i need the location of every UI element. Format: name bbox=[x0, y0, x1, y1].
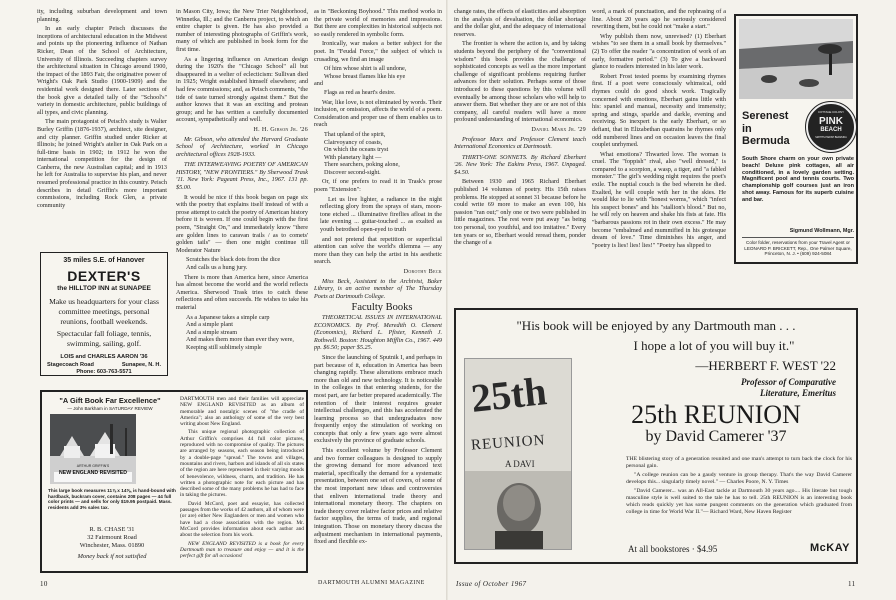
gift-headline: "A Gift Book Far Excellence" bbox=[59, 396, 161, 405]
dexters-phone: Phone: 603-763-5571 bbox=[76, 369, 132, 375]
poem-line: On which the oceans tryst bbox=[324, 146, 389, 154]
quote-line-1: "His book will be enjoyed by any Dartmouth man . . . bbox=[516, 318, 796, 333]
logo-ring-top: COTTAGE COLONY bbox=[818, 110, 844, 114]
paragraph: War, like love, is not eliminated by words. Their inclusion, or omission, affects the world of a poem. Consideration and proper use of them enables us to reach bbox=[314, 98, 442, 129]
paragraph: Robert Frost tested poems by examining rhymes first. If a poet were consciously whimsical, odd rhymes could do good shock work. Tragically concerned with emotions, Eberhart gains little with his: spaniel and manual, necessity and immensity; spring and stings, sparkle and darkle, evening and receiving. So inexpert is the early Eberhart, or so defiant, that in Elizabethan quatrains he rhymes only odd numbered lines and on occasion leaves the final couplet unrhymed. bbox=[592, 72, 726, 149]
reviewer-signature: Dorothy Beck bbox=[403, 268, 442, 275]
paragraph: David McCord, poet and essayist, has collected passages from the works of 42 authors, all of whom were (or are) either New Englanders or men and women who have had a close association with the region. Mr. McCord provides information about each author and about the selection from his work. bbox=[180, 500, 304, 539]
reviewer-signature: Daniel Marx Jr. '29 bbox=[531, 125, 586, 133]
paragraph: What emotions? Thwarted love. The woman is cruel. The "foppish" rival, also "well dressed," is compared to a scorpion, a wasp, a tiger, and "a fabled monster." The girl's wedding night requires the poet's exile. The nuptial couch is the bed wherein he died. Exalted, he will couple with her in the skies. He would like to lie with "honest worms," which "infect his suspect bones" and his "stallion's blood." But no, he will rely on heaven and shake his fists at fate. His "barbarous passions rot in their own excess." He may become "embalmed and mummified in his grotesque dream of love." Time diminishes his anger, and "poetry is lies! lies! lies!" "Poetry has slipped to bbox=[592, 150, 726, 249]
dexters-ad bbox=[40, 252, 168, 376]
book-cover-image bbox=[50, 414, 136, 484]
quote-line-2: I hope a lot of you will buy it." bbox=[633, 338, 795, 353]
paragraph: In an early chapter Peisch discusses the inceptions of architectural education in the Midwest and points up the pioneering influence of Nathan Ricker, Dean of the School of Architecture, University of Illinois. Succeeding chapters survey the architectural situation in Chicago around 1900, the impact of the 1893 Fair, the originative power of Wright's Oak Park Studio (1900-1909) and the residential work designed there. Later sections of the book give a detailed tally of the "School's" variety in domestic architecture, public buildings of all types, and civic planning. bbox=[37, 25, 167, 116]
pink-beach-ad bbox=[734, 14, 858, 264]
dexters-street: Stagecoach Road bbox=[47, 362, 94, 368]
poem-line: And a simple plant bbox=[186, 321, 233, 329]
dexters-name: DEXTER'S bbox=[67, 268, 141, 284]
left-col-2 bbox=[176, 8, 308, 384]
attribution-role-2: Literature, Emeritus bbox=[759, 388, 836, 398]
reunion-blurb bbox=[626, 456, 852, 538]
dexters-owners: LOIS and CHARLES AARON '36 bbox=[60, 354, 148, 360]
cover-small-title: ARTHUR GRIFFIN'S bbox=[76, 464, 110, 468]
review-title: THE INTERWEAVING POETRY OF AMERICAN HISTORY, "NEW FRONTIERS." By Sherwood Trask '11. New York: Pageant Press, Inc., 1967. 131 pp. $5.00. bbox=[176, 161, 308, 192]
poem-line: Flags as red as heart's desire. bbox=[324, 88, 396, 96]
logo-ring-bottom: SMITH'S PARISH BERMUDA bbox=[815, 136, 847, 139]
bermuda-rep: Color folder, reservations from your Travel Agent or LEONARD P. BRICKETT, Rep., One Palmer Square, Princeton, N. J. • (609) 924-5084 bbox=[744, 240, 852, 257]
poem-line: Keeping still sublimely simple bbox=[186, 343, 262, 351]
dexters-subtitle: the HILLTOP INN at SUNAPEE bbox=[57, 285, 151, 292]
cover-title: NEW ENGLAND REVISITED bbox=[58, 470, 128, 476]
poem-line: And calls us a hung jury. bbox=[186, 264, 248, 271]
paragraph: as in "Beckoning Boyhood." This method works in the private world of memories and impressions. But there are complexities in historical subjects not so easily rendered in symbolic form. bbox=[314, 8, 442, 38]
section-heading: Faculty Books bbox=[351, 302, 413, 314]
reviewer-signature: H. H. Gibson Jr. '26 bbox=[253, 125, 308, 133]
paragraph: The frontier is where the action is, and by taking students beyond the periphery of the "conventional wisdom" this book provides the challenge of sophisticated concepts as well as the more important challenge of significant problems requiring further advances for their solution. Perhaps some of those introduced to these questions by this volume will eventually be among those scholars who will help to answer them. But whether they are or are not of this company, all careful readers will have a more profound understanding of international economics. bbox=[454, 40, 586, 124]
paragraph: and not pretend that repetition or superficial attention can solve the world's dilemma — any more than they can help the artist in his aesthetic search. bbox=[314, 235, 442, 266]
right-col-1 bbox=[454, 8, 586, 304]
poem-line: And a simple stream bbox=[186, 328, 238, 336]
poem-line: With planetary light — bbox=[324, 153, 382, 161]
seller-name: R. B. CHASE '31 bbox=[89, 526, 135, 533]
gift-caption: This large book measures 11⅞ x 14⅝, is hand-bound with hardback, buckram cover, contains 208 pages — 44 full color prints — and sells for only $19.95 postpaid. Mass. residents add 3% sales tax. bbox=[48, 488, 176, 510]
poem-line: Of him whose shirt is all undone, bbox=[324, 65, 407, 73]
paragraph: Why publish them now, unrevised? (1) Eberhart wishes "to see them in a small book by themselves." (2) To offer the reader "a concentration of work of an early, formative period." (3) To give a backward glance to readers interested in his later work. bbox=[592, 32, 726, 71]
reviewer-bio: Miss Beck, Assistant to the Archivist, Baker Library, is an active member of The Thursday Poets at Dartmouth College. bbox=[314, 277, 442, 300]
paragraph: Ironically, war makes a better subject for the poet. In "Feudal Force," the subject of which is crusading, we find an image bbox=[314, 40, 442, 63]
gift-credit: — John Barkham in SATURDAY REVIEW bbox=[67, 406, 153, 411]
left-col-1 bbox=[37, 8, 167, 246]
issue-date: Issue of October 1967 bbox=[456, 580, 527, 588]
poem-line: There searchers, poking alone, bbox=[324, 161, 400, 169]
reviewer-bio: Mr. Gibson, who attended the Harvard Graduate School of Architecture, worked in Chicago architectural offices 1928-1933. bbox=[176, 135, 308, 158]
book-title: 25th REUNION bbox=[631, 400, 801, 429]
paragraph: Since the launching of Sputnik I, and perhaps in part because of it, education in America has been changing rapidly. These alterations embrace much more than old and new technology. It is noticeable in the colleges in that entering students, for the most part, are far better prepared academically. The retention of their interest requires greater intellectual challenges, and this has accelerated the learning process so that undergraduates now frequently enjoy the stimulation of working on concepts that only a few years ago were almost exclusively the province of graduate schools. bbox=[314, 353, 442, 445]
cover-title: REUNION bbox=[470, 432, 546, 454]
money-back: Money back if not satisfied bbox=[77, 553, 147, 560]
poem-line: Clairvoyancy of coasts, bbox=[324, 138, 383, 146]
paragraph: NEW ENGLAND REVISITED is a book for every Dartmouth man to treasure and enjoy — and it is the perfect gift for all occasions! bbox=[180, 540, 304, 560]
paragraph: change rates, the effects of elasticities and absorption in the analysis of devaluation, the dollar shortage and the dollar glut, and the adequacy of international reserves. bbox=[454, 8, 586, 38]
paragraph: This excellent volume by Professor Clement and two former colleagues is designed to supply the growing demand for more advanced text material, specifically the demand for a systematic presentation, between one set of covers, of some of the most important new ideas and controversies that enliven international trade theory and international monetary theory. The chapters on trade theory cover relative factor prices and relative factor supplies, the terms of trade, and regional integration. Those on monetary theory discuss the adjustment mechanism in international payments, fixed and flexible ex- bbox=[314, 447, 442, 546]
poem-line: As a Japanese takes a simple carp bbox=[186, 313, 270, 321]
reviewer-bio: Professor Marx and Professor Clement teach International Economics at Dartmouth. bbox=[454, 135, 586, 151]
beach-photo-illustration bbox=[739, 19, 853, 99]
poem-line: Whose breast flames like his eye bbox=[324, 72, 406, 80]
paragraph: ity, including suburban development and town planning. bbox=[37, 8, 167, 23]
bermuda-body: South Shore charm on your own private beach! Deluxe pink cottages, all air conditioned, in a lovely garden setting. Magnificent pool and tennis courts. Two championship golf courses just an iron shot away. Famous for its superb cuisine and bar. bbox=[742, 156, 854, 203]
dexters-body-2: Spectacular fall foliage, tennis, swimming, sailing, golf. bbox=[56, 329, 152, 348]
beach-photo bbox=[739, 19, 853, 99]
paragraph: "David Camerer... was an All-East tackle at Dartmouth 30 years ago.... His literate but tough masculine style is well suited to the tale he has to tell. 25th REUNION is an interesting book which reads quickly yet has some pungent comments on the generation which graduated from college in time for World War II."— Richard Ward, New Haven Register bbox=[626, 488, 852, 515]
cover-author: A DAVI bbox=[505, 459, 535, 469]
book-cover-image bbox=[464, 358, 572, 550]
publisher: McKAY bbox=[810, 542, 850, 554]
paragraph: Between 1930 and 1965 Richard Eberhart published 14 volumes of poetry. His 15th raises problems. He stopped at sonnet 31 because before he could write 69 more to make an even 100, his passion "ran out;" only one or two were published in little magazines. The rest were put away "as being too personal, too youthful, and too imitative." Every ten years or so, Eberhart would reread them, ponder the change of a bbox=[454, 178, 586, 247]
left-col-3 bbox=[314, 8, 442, 572]
paragraph: Let us live lighter, a radiance in the night reflecting glory from the sprays of stars, moon-tone etched ... illuminative fireflies afloat in the late evening ... guitar-touched ... as exalted as youth betrothed open-eyed to truth bbox=[320, 195, 442, 234]
gift-book-ad bbox=[40, 390, 308, 573]
poem-line: Discover second-sight. bbox=[324, 168, 381, 176]
attribution-role-1: Professor of Comparative bbox=[741, 377, 836, 387]
page-number: 11 bbox=[848, 580, 856, 588]
paragraph: There is more than America here, since America has almost become the world and the world reflects America. Sherwood Trask tries to catch these reflections and often succeeds. He wishes to take his material bbox=[176, 273, 308, 311]
pink-beach-logo bbox=[806, 102, 856, 152]
paragraph: Or, if one prefers to read it in Trask's prose poem "Extension": bbox=[314, 178, 442, 194]
paragraph: This unique regional photographic collection of Arthur Griffin's comprises 44 full color pictures, reproduced with no compromise of quality. The pictures are arranged by seasons, each season being introduced by a double-page "spread." The towns and villages, mountains and rivers, harbors and islands of all six states of the region are here represented in their varying moods of benevolence, wildness, charm, and tradition. He has written a photographic note for each picture and has described some of the many problems he has had to face in taking the pictures. bbox=[180, 429, 304, 499]
book-author: by David Camerer '37 bbox=[645, 428, 787, 445]
cover-portrait bbox=[465, 471, 572, 550]
review-title: THEORETICAL ISSUES IN INTERNATIONAL ECONOMICS. By Prof. Meredith O. Clement (Economics), Richard L. Pfister, Kenneth J. Rothwell. Boston: Houghton Mifflin Co., 1967. 449 pp. $6.50; paper $5.25. bbox=[314, 313, 442, 352]
paragraph: It would be nice if this book began on page six with the poetry that explains itself instead of with a prose attempt to catch the poetry of American history before it is woven. If one could begin with the first poem, "Straight On," and immediately know "there are golden lines to caravan trails / as to comets' golden tails" — then one might continue till Moderator Nature bbox=[176, 193, 308, 254]
magazine-name: DARTMOUTH ALUMNI MAGAZINE bbox=[318, 580, 425, 586]
paragraph: and bbox=[314, 80, 323, 88]
right-page bbox=[448, 0, 896, 600]
bermuda-headline-2: in Bermuda bbox=[742, 123, 790, 147]
availability: At all bookstores · $4.95 bbox=[628, 544, 718, 554]
logo-bottom-word: BEACH bbox=[820, 127, 842, 133]
reunion-book-ad bbox=[454, 308, 858, 564]
gift-right-text bbox=[180, 396, 304, 570]
dexters-body: Make us headquarters for your class committee meetings, personal reunions, football weekends. bbox=[49, 297, 159, 326]
paragraph: in Mason City, Iowa; the New Trier Neighborhood, Winnetka, Ill.; and the Canberra project, to which an entire chapter is given. He has also provided a number of interesting photographs of Griffin's work, many of which are published in book form for the first time. bbox=[176, 8, 308, 53]
dexters-town: Sunapee, N. H. bbox=[121, 362, 161, 368]
poem-line: And makes them more than ever they were, bbox=[186, 336, 294, 344]
paragraph: "A college reunion can be a gaudy venture in group therapy. That's the way David Camerer develops this... singularly timely novel." — Charles Poore, N. Y. Times bbox=[626, 472, 852, 485]
seller-street: 32 Fairmount Road bbox=[87, 534, 137, 541]
seller-city: Winchester, Mass. 01890 bbox=[79, 542, 145, 549]
paragraph: DARTMOUTH men and their families will appreciate NEW ENGLAND REVISITED as an album of memorable and nostalgic scenes of "the cradle of America"; also an anthology of some of the very best writing about New England. bbox=[180, 396, 304, 428]
paragraph: word, a mark of punctuation, and the rephrasing of a line. About 20 years ago he seriously considered rewriting them, but he could not "make a start." bbox=[592, 8, 726, 31]
paragraph: THE blistering story of a generation reunited and one man's attempt to turn back the clock for his personal gain. bbox=[626, 456, 852, 469]
bermuda-headline-1: Serenest bbox=[742, 110, 789, 122]
paragraph: The main protagonist of Peisch's study is Walter Burley Griffin (1876-1937), architect, site designer, and city planner. Griffin studied under Ricker at Illinois; he joined Wright's atelier in Oak Park on a full-time basis in 1902; in 1912 he won the international competition for the design of Canberra, the new Australian capital; and in 1913 he left for Australia to supervise his plan, and never resumed professional practice in this country. Peisch describes in detail Griffin's more important commissions, including Rock Glen, a private community bbox=[37, 118, 167, 209]
poem-line: Scratches the black dots from the dice bbox=[186, 256, 281, 264]
paragraph: As a lingering influence on American design during the 1920's the "Chicago School" all but disappeared in a welter of eclecticism: Sullivan died in 1925; Wright established himself elsewhere; and had few commissions; and, as Peisch comments, "the tide of taste turned strongly against them." But the author knows that it was an exciting and protean group; and he has written a carefully documented account, sympathetically and well. bbox=[176, 55, 308, 124]
logo-top-word: PINK bbox=[819, 116, 843, 127]
cover-number: 25th bbox=[468, 368, 549, 421]
dexters-distance: 35 miles S.E. of Hanover bbox=[63, 257, 145, 264]
poem-line: That upland of the spirit, bbox=[324, 130, 386, 138]
quote-attribution: —HERBERT F. WEST '22 bbox=[695, 358, 836, 373]
bermuda-manager: Sigmund Wollmann, Mgr. bbox=[789, 228, 854, 234]
review-title: THIRTY-ONE SONNETS. By Richard Eberhart '26. New York: The Eakins Press, 1967. Unpaged. $4.50. bbox=[454, 153, 586, 176]
page-number: 10 bbox=[40, 580, 48, 588]
right-col-2 bbox=[592, 8, 726, 304]
